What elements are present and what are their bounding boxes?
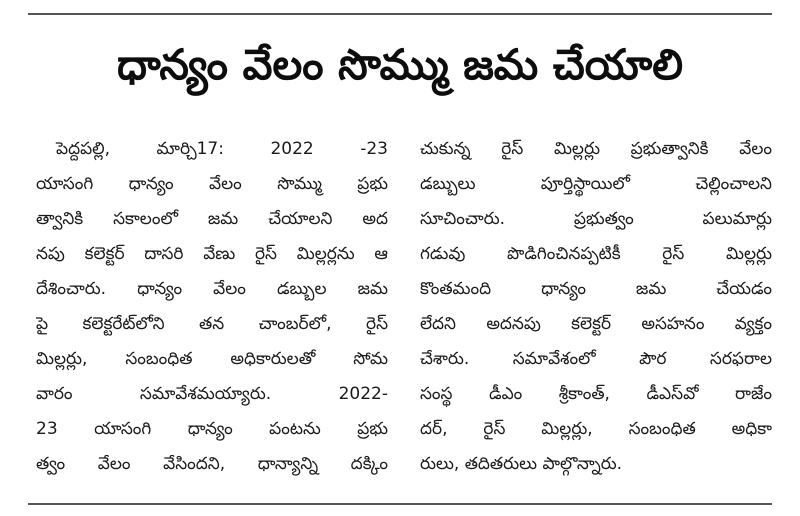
body-text-line: మిల్లర్లు, సంబంధిత అధికారులతో సోమ: [36, 349, 388, 369]
body-text-line: త్వానికి సకాలంలో జమ చేయాలని అద: [36, 209, 388, 229]
body-text-line: లేదని అదనపు కలెక్టర్ అసహనం వ్యక్తం: [420, 314, 772, 334]
top-rule: [28, 13, 772, 15]
body-text-line: సూచించారు. ప్రభుత్వం పలుమార్లు: [420, 209, 772, 229]
article-column-right: [420, 132, 772, 482]
body-text-line: చేశారు. సమావేశంలో పౌర సరఫరాల: [420, 349, 772, 369]
bottom-rule: [28, 503, 772, 505]
body-text-line: యాసంగి ధాన్యం వేలం సొమ్ము ప్రభు: [36, 174, 388, 194]
body-text-line: వారం సమావేశమయ్యారు. 2022-: [36, 384, 388, 404]
body-text-line: దేశించారు. ధాన్యం వేలం డబ్బుల జమ: [36, 279, 388, 299]
body-text-line: పై కలెక్టరేట్‌లోని తన చాంబర్‌లో, రైస్: [36, 314, 388, 334]
body-text-line: రులు, తదితరులు పాల్గొన్నారు.: [420, 454, 623, 474]
body-text-line: త్వం వేలం వేసిందని, ధాన్యాన్ని దక్కిం: [36, 454, 388, 474]
body-text-line: చుకున్న రైస్ మిల్లర్లు ప్రభుత్వానికి వేలం: [420, 139, 772, 159]
body-text-line: దర్, రైస్ మిల్లర్లు, సంబంధిత అధికా: [420, 419, 772, 439]
body-text-line: డబ్బులు పూర్తిస్థాయిలో చెల్లించాలని: [420, 174, 772, 194]
body-text-line: కొంతమంది ధాన్యం జమ చేయడం: [420, 279, 772, 299]
article-column-left: [36, 132, 388, 482]
body-text-line: 23 యాసంగి ధాన్యం పంటను ప్రభు: [36, 419, 388, 439]
body-text-line: నపు కలెక్టర్ దాసరి వేణు రైస్ మిల్లర్లను ఆ: [36, 244, 388, 264]
article-headline: ధాన్యం వేలం సొమ్ము జమ చేయాలి: [116, 40, 684, 89]
body-text-line: సంస్థ డీఎం శ్రీకాంత్, డీఎస్‌వో రాజేం: [420, 384, 772, 404]
body-text-line: పెద్దపల్లి, మార్చి17: 2022 -23: [56, 139, 388, 159]
body-text-line: గడువు పొడిగించినప్పటికీ రైస్ మిల్లర్లు: [420, 244, 772, 264]
